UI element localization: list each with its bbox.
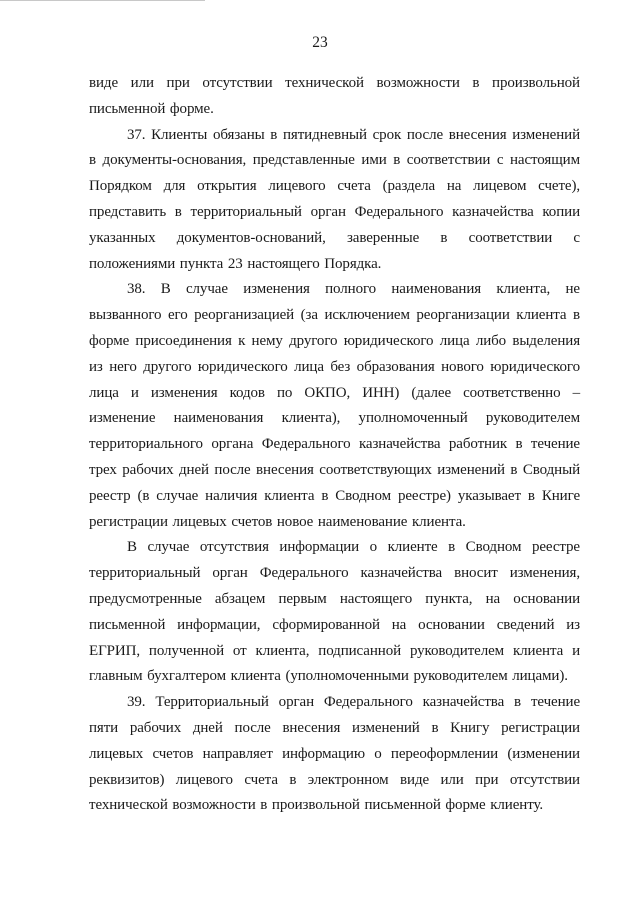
top-rule-line bbox=[0, 0, 205, 1]
paragraph-item-38-second-part: В случае отсутствия информации о клиенте в Сводном реестре территориальный орган Федерального казначейства вносит изменения, предусмотренные абзацем первым настоящего пункта, на основании письменной информации, сформированной на основании сведений из ЕГРИП, полученной от клиента, подписанной руководителем клиента и главным бухгалтером клиента (уполномоченными руководителем лицами). bbox=[89, 539, 580, 685]
page-number: 23 bbox=[312, 34, 328, 51]
paragraph-item-38: 38. В случае изменения полного наименования клиента, не вызванного его реорганизацией (за исключением реорганизации клиента в форме присоединения к нему другого юридического лица либо выделения из него другого юридического лица без образования нового юридического лица и изменения кодов по ОКПО, ИНН) (далее соответственно – изменение наименования клиента), уполномоченный руководителем территориального органа Федерального казначейства работник в течение трех рабочих дней после внесения соответствующих изменений в Сводный реестр (в случае наличия клиента в Сводном реестре) указывает в Книге регистрации лицевых счетов новое наименование клиента. bbox=[89, 281, 580, 530]
paragraph-continuation: виде или при отсутствии технической возможности в произвольной письменной форме. bbox=[89, 75, 580, 117]
paragraph-item-37: 37. Клиенты обязаны в пятидневный срок после внесения изменений в документы-основания, представленные ими в соответствии с настоящим Порядком для открытия лицевого счета (раздела на лицевом счете), представить в территориальный орган Федерального казначейства копии указанных документов-оснований, заверенные в соответствии с положениями пункта 23 настоящего Порядка. bbox=[89, 126, 580, 272]
document-body bbox=[89, 71, 580, 819]
paragraph-item-39: 39. Территориальный орган Федерального казначейства в течение пяти рабочих дней после внесения изменений в Книгу регистрации лицевых счетов направляет информацию о переоформлении (изменении реквизитов) лицевого счета в электронном виде или при отсутствии технической возможности в произвольной письменной форме клиенту. bbox=[89, 694, 580, 814]
